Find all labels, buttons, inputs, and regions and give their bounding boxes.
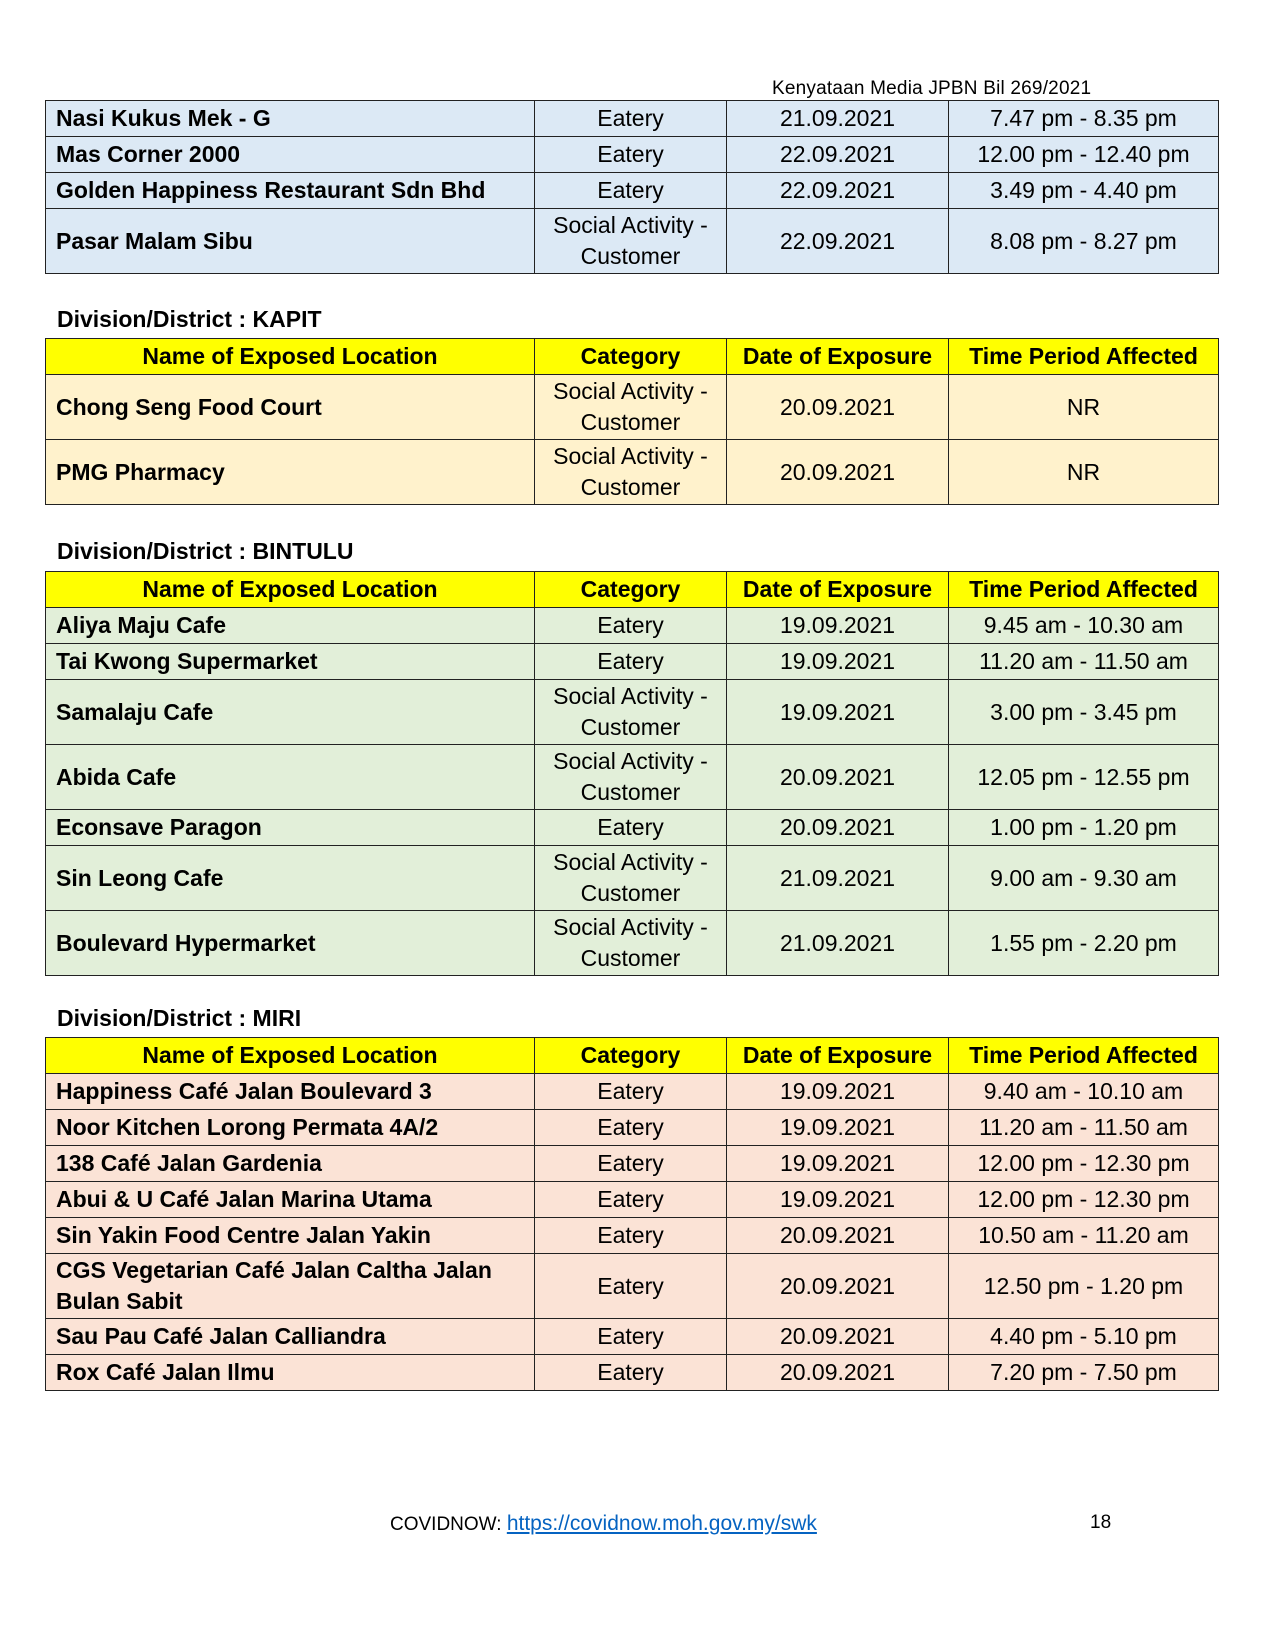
table-row bbox=[46, 1254, 1219, 1319]
table-row bbox=[46, 137, 1219, 173]
time-period: 1.55 pm - 2.20 pm bbox=[949, 911, 1219, 976]
exposure-date: 20.09.2021 bbox=[727, 375, 949, 440]
column-header-date: Date of Exposure bbox=[727, 1038, 949, 1074]
exposure-date: 20.09.2021 bbox=[727, 810, 949, 846]
time-period: NR bbox=[949, 375, 1219, 440]
location-name: 138 Café Jalan Gardenia bbox=[46, 1146, 535, 1182]
location-name: Abida Cafe bbox=[46, 745, 535, 810]
category-line: Social Activity - bbox=[553, 849, 708, 875]
location-name: Sin Leong Cafe bbox=[46, 846, 535, 911]
category: Eatery bbox=[535, 137, 727, 173]
category: Eatery bbox=[535, 1319, 727, 1355]
category bbox=[535, 209, 727, 274]
document-reference: Kenyataan Media JPBN Bil 269/2021 bbox=[772, 78, 1092, 99]
table-row bbox=[46, 745, 1219, 810]
time-period: 10.50 am - 11.20 am bbox=[949, 1218, 1219, 1254]
table-row bbox=[46, 375, 1219, 440]
exposure-date: 19.09.2021 bbox=[727, 1146, 949, 1182]
covidnow-link[interactable]: https://covidnow.moh.gov.my/swk bbox=[506, 1512, 817, 1535]
category bbox=[535, 745, 727, 810]
location-name: Abui & U Café Jalan Marina Utama bbox=[46, 1182, 535, 1218]
division-title-miri: Division/District : MIRI bbox=[57, 1005, 302, 1031]
table-header-row bbox=[46, 339, 1219, 375]
division-title-kapit: Division/District : KAPIT bbox=[57, 306, 322, 332]
category: Eatery bbox=[535, 1254, 727, 1319]
exposure-date: 19.09.2021 bbox=[727, 608, 949, 644]
table-row bbox=[46, 209, 1219, 274]
location-name: Aliya Maju Cafe bbox=[46, 608, 535, 644]
exposure-date: 20.09.2021 bbox=[727, 1218, 949, 1254]
column-header-location: Name of Exposed Location bbox=[46, 1038, 535, 1074]
location-name-line: Bulan Sabit bbox=[56, 1288, 183, 1314]
table-row bbox=[46, 1110, 1219, 1146]
exposure-date: 20.09.2021 bbox=[727, 440, 949, 505]
time-period: 12.05 pm - 12.55 pm bbox=[949, 745, 1219, 810]
exposure-date: 19.09.2021 bbox=[727, 680, 949, 745]
category: Eatery bbox=[535, 1355, 727, 1391]
time-period: 7.47 pm - 8.35 pm bbox=[949, 101, 1219, 137]
table-row bbox=[46, 1218, 1219, 1254]
exposure-date: 20.09.2021 bbox=[727, 1254, 949, 1319]
location-name: Sin Yakin Food Centre Jalan Yakin bbox=[46, 1218, 535, 1254]
exposure-date: 20.09.2021 bbox=[727, 1319, 949, 1355]
category-line: Social Activity - bbox=[553, 914, 708, 940]
table-row bbox=[46, 1355, 1219, 1391]
exposure-date: 22.09.2021 bbox=[727, 173, 949, 209]
time-period: 9.00 am - 9.30 am bbox=[949, 846, 1219, 911]
time-period: 12.00 pm - 12.40 pm bbox=[949, 137, 1219, 173]
table-row bbox=[46, 911, 1219, 976]
miri-table bbox=[45, 1037, 1219, 1391]
category-line: Social Activity - bbox=[553, 748, 708, 774]
category bbox=[535, 375, 727, 440]
category bbox=[535, 846, 727, 911]
time-period: 1.00 pm - 1.20 pm bbox=[949, 810, 1219, 846]
category: Eatery bbox=[535, 101, 727, 137]
table-row bbox=[46, 440, 1219, 505]
sibu-table bbox=[45, 100, 1219, 274]
exposure-date: 19.09.2021 bbox=[727, 1110, 949, 1146]
location-name: Nasi Kukus Mek - G bbox=[46, 101, 535, 137]
exposure-date: 22.09.2021 bbox=[727, 209, 949, 274]
column-header-location: Name of Exposed Location bbox=[46, 339, 535, 375]
exposure-date: 19.09.2021 bbox=[727, 644, 949, 680]
table-row bbox=[46, 680, 1219, 745]
location-name: Happiness Café Jalan Boulevard 3 bbox=[46, 1074, 535, 1110]
location-name: Golden Happiness Restaurant Sdn Bhd bbox=[46, 173, 535, 209]
exposure-date: 20.09.2021 bbox=[727, 745, 949, 810]
category-line: Social Activity - bbox=[553, 212, 708, 238]
time-period: 12.50 pm - 1.20 pm bbox=[949, 1254, 1219, 1319]
table-row bbox=[46, 608, 1219, 644]
table-row bbox=[46, 101, 1219, 137]
category: Eatery bbox=[535, 644, 727, 680]
time-period: 9.40 am - 10.10 am bbox=[949, 1074, 1219, 1110]
category-line: Customer bbox=[580, 779, 681, 805]
column-header-category: Category bbox=[535, 1038, 727, 1074]
table-header-row bbox=[46, 572, 1219, 608]
table-row bbox=[46, 1182, 1219, 1218]
time-period: 3.49 pm - 4.40 pm bbox=[949, 173, 1219, 209]
category-line: Customer bbox=[580, 880, 681, 906]
table-row bbox=[46, 173, 1219, 209]
category: Eatery bbox=[535, 1182, 727, 1218]
category: Eatery bbox=[535, 1218, 727, 1254]
exposure-date: 21.09.2021 bbox=[727, 911, 949, 976]
division-title-bintulu: Division/District : BINTULU bbox=[57, 538, 354, 564]
table-row bbox=[46, 1319, 1219, 1355]
category-line: Customer bbox=[580, 714, 681, 740]
category: Eatery bbox=[535, 608, 727, 644]
category: Eatery bbox=[535, 173, 727, 209]
category-line: Customer bbox=[580, 474, 681, 500]
location-name: PMG Pharmacy bbox=[46, 440, 535, 505]
category-line: Customer bbox=[580, 409, 681, 435]
time-period: 3.00 pm - 3.45 pm bbox=[949, 680, 1219, 745]
exposure-date: 22.09.2021 bbox=[727, 137, 949, 173]
time-period: 8.08 pm - 8.27 pm bbox=[949, 209, 1219, 274]
column-header-category: Category bbox=[535, 339, 727, 375]
column-header-time: Time Period Affected bbox=[949, 339, 1219, 375]
category-line: Customer bbox=[580, 945, 681, 971]
exposure-date: 20.09.2021 bbox=[727, 1355, 949, 1391]
category: Eatery bbox=[535, 810, 727, 846]
table-row bbox=[46, 1074, 1219, 1110]
column-header-time: Time Period Affected bbox=[949, 1038, 1219, 1074]
exposure-date: 21.09.2021 bbox=[727, 101, 949, 137]
time-period: 12.00 pm - 12.30 pm bbox=[949, 1146, 1219, 1182]
page-number: 18 bbox=[1090, 1512, 1112, 1533]
time-period: 4.40 pm - 5.10 pm bbox=[949, 1319, 1219, 1355]
location-name: Tai Kwong Supermarket bbox=[46, 644, 535, 680]
time-period: 11.20 am - 11.50 am bbox=[949, 644, 1219, 680]
category-line: Social Activity - bbox=[553, 378, 708, 404]
category-line: Social Activity - bbox=[553, 443, 708, 469]
location-name: Samalaju Cafe bbox=[46, 680, 535, 745]
location-name: Mas Corner 2000 bbox=[46, 137, 535, 173]
time-period: 7.20 pm - 7.50 pm bbox=[949, 1355, 1219, 1391]
bintulu-table bbox=[45, 571, 1219, 976]
column-header-location: Name of Exposed Location bbox=[46, 572, 535, 608]
category-line: Customer bbox=[580, 243, 681, 269]
location-name: Noor Kitchen Lorong Permata 4A/2 bbox=[46, 1110, 535, 1146]
category-line: Social Activity - bbox=[553, 683, 708, 709]
table-row bbox=[46, 1146, 1219, 1182]
category bbox=[535, 680, 727, 745]
category bbox=[535, 911, 727, 976]
time-period: 9.45 am - 10.30 am bbox=[949, 608, 1219, 644]
time-period: NR bbox=[949, 440, 1219, 505]
exposure-date: 19.09.2021 bbox=[727, 1182, 949, 1218]
exposure-date: 21.09.2021 bbox=[727, 846, 949, 911]
location-name: Boulevard Hypermarket bbox=[46, 911, 535, 976]
location-name bbox=[46, 1254, 535, 1319]
kapit-table bbox=[45, 338, 1219, 505]
location-name: Econsave Paragon bbox=[46, 810, 535, 846]
location-name: Pasar Malam Sibu bbox=[46, 209, 535, 274]
exposure-date: 19.09.2021 bbox=[727, 1074, 949, 1110]
table-row bbox=[46, 810, 1219, 846]
time-period: 11.20 am - 11.50 am bbox=[949, 1110, 1219, 1146]
column-header-date: Date of Exposure bbox=[727, 339, 949, 375]
footer bbox=[390, 1512, 817, 1536]
table-row bbox=[46, 644, 1219, 680]
table-row bbox=[46, 846, 1219, 911]
category: Eatery bbox=[535, 1110, 727, 1146]
location-name-line: CGS Vegetarian Café Jalan Caltha Jalan bbox=[56, 1257, 492, 1283]
location-name: Sau Pau Café Jalan Calliandra bbox=[46, 1319, 535, 1355]
column-header-time: Time Period Affected bbox=[949, 572, 1219, 608]
category: Eatery bbox=[535, 1074, 727, 1110]
footer-label: COVIDNOW: bbox=[390, 1514, 507, 1535]
column-header-date: Date of Exposure bbox=[727, 572, 949, 608]
time-period: 12.00 pm - 12.30 pm bbox=[949, 1182, 1219, 1218]
location-name: Chong Seng Food Court bbox=[46, 375, 535, 440]
column-header-category: Category bbox=[535, 572, 727, 608]
location-name: Rox Café Jalan Ilmu bbox=[46, 1355, 535, 1391]
table-header-row bbox=[46, 1038, 1219, 1074]
category bbox=[535, 440, 727, 505]
category: Eatery bbox=[535, 1146, 727, 1182]
